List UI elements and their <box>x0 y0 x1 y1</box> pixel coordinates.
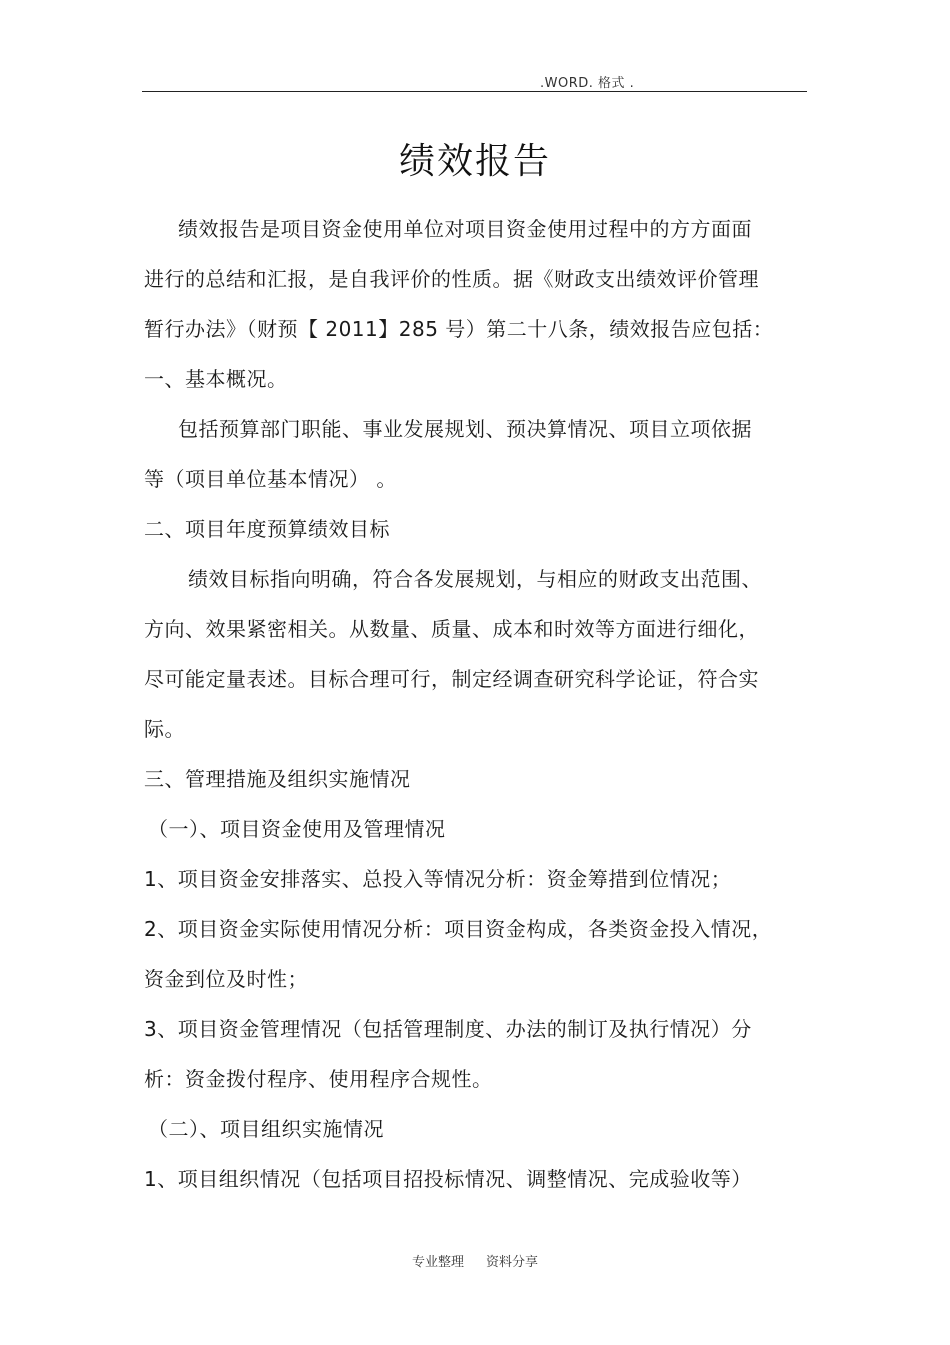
subsection-heading: （一）、项目资金使用及管理情况 <box>148 817 446 841</box>
paragraph-line: 等（项目单位基本情况） 。 <box>144 467 397 491</box>
footer-right-text: 资料分享 <box>486 1255 539 1270</box>
list-item: 析：资金拨付程序、使用程序合规性。 <box>144 1067 493 1091</box>
page-footer <box>0 1251 950 1270</box>
subsection-heading: （二）、项目组织实施情况 <box>148 1117 384 1141</box>
section-heading: 三、管理措施及组织实施情况 <box>144 767 411 791</box>
list-item: 1、项目组织情况（包括项目招投标情况、调整情况、完成验收等） <box>144 1167 752 1191</box>
paragraph-line: 绩效报告是项目资金使用单位对项目资金使用过程中的方方面面 <box>178 217 752 241</box>
list-item: 资金到位及时性； <box>144 967 308 991</box>
section-heading: 二、项目年度预算绩效目标 <box>144 517 390 541</box>
paragraph-line: 进行的总结和汇报，是自我评价的性质。据《财政支出绩效评价管理 <box>144 267 759 291</box>
paragraph-line: 暂行办法》（财预【 2011】285 号）第二十八条，绩效报告应包括： <box>144 317 774 341</box>
section-heading: 一、基本概况。 <box>144 367 288 391</box>
list-item: 1、项目资金安排落实、总投入等情况分析：资金筹措到位情况； <box>144 867 732 891</box>
paragraph-line: 尽可能定量表述。目标合理可行，制定经调查研究科学论证，符合实 <box>144 667 759 691</box>
header-rule <box>142 91 807 92</box>
paragraph-line: 包括预算部门职能、事业发展规划、预决算情况、项目立项依据 <box>178 417 752 441</box>
paragraph-line: 绩效目标指向明确，符合各发展规划，与相应的财政支出范围、 <box>188 567 762 591</box>
page-header: .WORD. 格式 . <box>540 76 635 91</box>
footer-left-text: 专业整理 <box>411 1255 464 1270</box>
paragraph-line: 际。 <box>144 717 185 741</box>
paragraph-line: 方向、效果紧密相关。从数量、质量、成本和时效等方面进行细化， <box>144 617 759 641</box>
document-title: 绩效报告 <box>398 141 551 182</box>
list-item: 3、项目资金管理情况（包括管理制度、办法的制订及执行情况）分 <box>144 1017 752 1041</box>
list-item: 2、项目资金实际使用情况分析：项目资金构成，各类资金投入情况， <box>144 917 773 941</box>
